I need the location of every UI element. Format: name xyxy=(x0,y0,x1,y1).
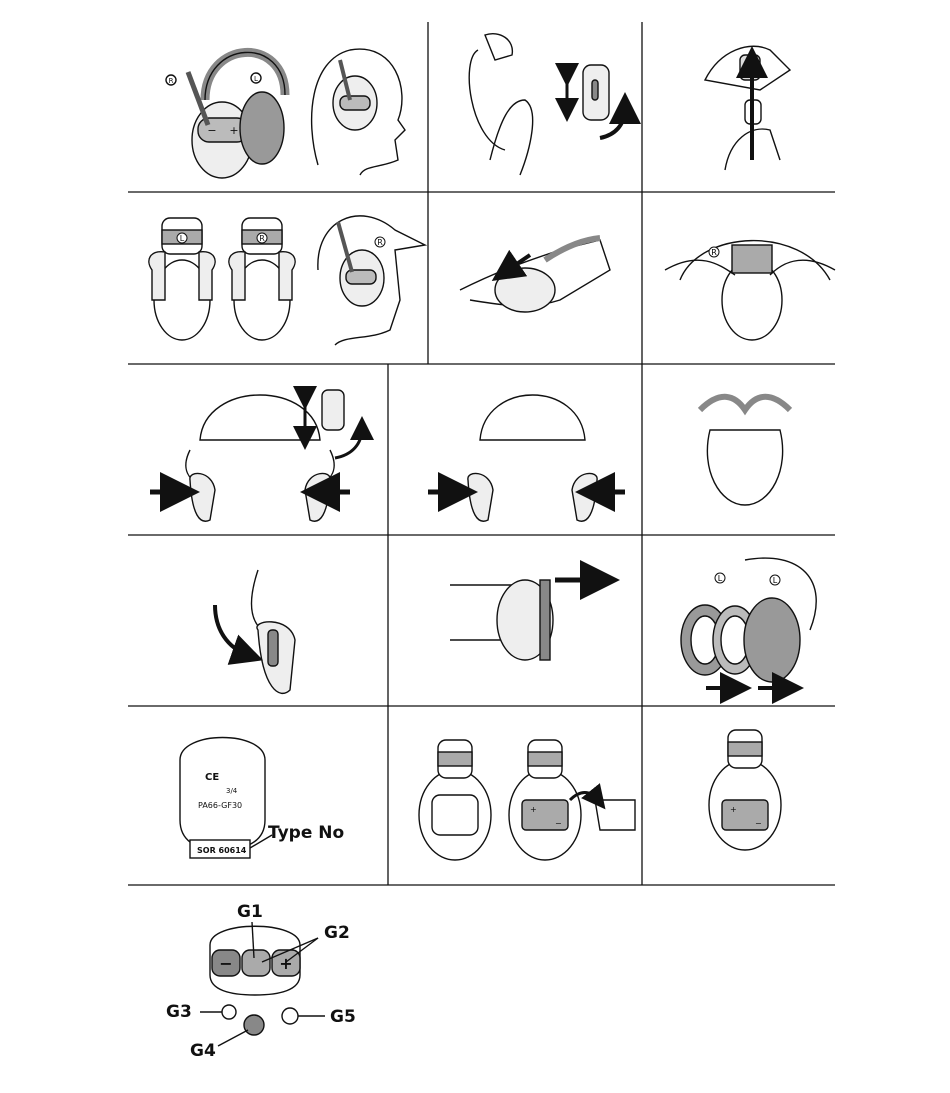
minus-label: − xyxy=(207,124,217,137)
battery-minus-1: − xyxy=(555,819,562,828)
panel-battery-open xyxy=(419,740,635,860)
panel-type-no xyxy=(180,738,272,859)
panel-battery-closed xyxy=(709,730,781,850)
panel-helmet-head xyxy=(665,241,835,340)
label-g2: G2 xyxy=(324,923,350,943)
plus-label: + xyxy=(229,124,239,137)
type-no-label: Type No xyxy=(268,823,345,843)
serial-mark: SOR 60614 xyxy=(197,846,247,855)
panel-slide-cup xyxy=(450,580,600,660)
right-helmet-marker: R xyxy=(377,238,383,247)
battery-plus-2: + xyxy=(730,805,737,814)
minus-button-glyph: − xyxy=(219,954,233,973)
label-g5: G5 xyxy=(330,1007,356,1027)
panel-headset-overview xyxy=(166,49,405,178)
left-cushion-marker-2: L xyxy=(772,576,778,585)
label-g4: G4 xyxy=(190,1041,216,1061)
panel-insert-insert xyxy=(705,46,790,170)
panel-helmet-text xyxy=(709,247,719,257)
label-g1: G1 xyxy=(237,902,263,922)
panel-adjust-headband xyxy=(469,34,625,175)
label-g3: G3 xyxy=(166,1002,192,1022)
right-marker-helmet: R xyxy=(711,248,717,257)
panel-fold-cup xyxy=(215,570,295,693)
plus-button-glyph: + xyxy=(279,954,293,973)
battery-minus-2: − xyxy=(755,819,762,828)
panel-ear-cushion xyxy=(681,558,816,688)
ce-mark: CE xyxy=(205,772,220,783)
panel-cushion-text xyxy=(715,573,780,585)
right-marker: R xyxy=(168,77,174,85)
panel-helmet-cups-press xyxy=(428,395,625,521)
battery-plus-1: + xyxy=(530,805,537,814)
panel-left-right-cups xyxy=(149,216,425,345)
panel-helmet-cups-inward xyxy=(150,390,362,521)
right-cup-marker: R xyxy=(259,234,265,243)
left-cushion-marker: L xyxy=(717,574,723,583)
left-cup-marker: L xyxy=(179,234,185,243)
left-marker: L xyxy=(254,75,258,83)
fraction-mark: 3/4 xyxy=(226,787,238,795)
material-mark: PA66-GF30 xyxy=(198,801,243,810)
panel-controls xyxy=(200,922,325,1046)
panel-remove-pad xyxy=(460,238,610,312)
panel-helmet-top xyxy=(700,397,790,505)
